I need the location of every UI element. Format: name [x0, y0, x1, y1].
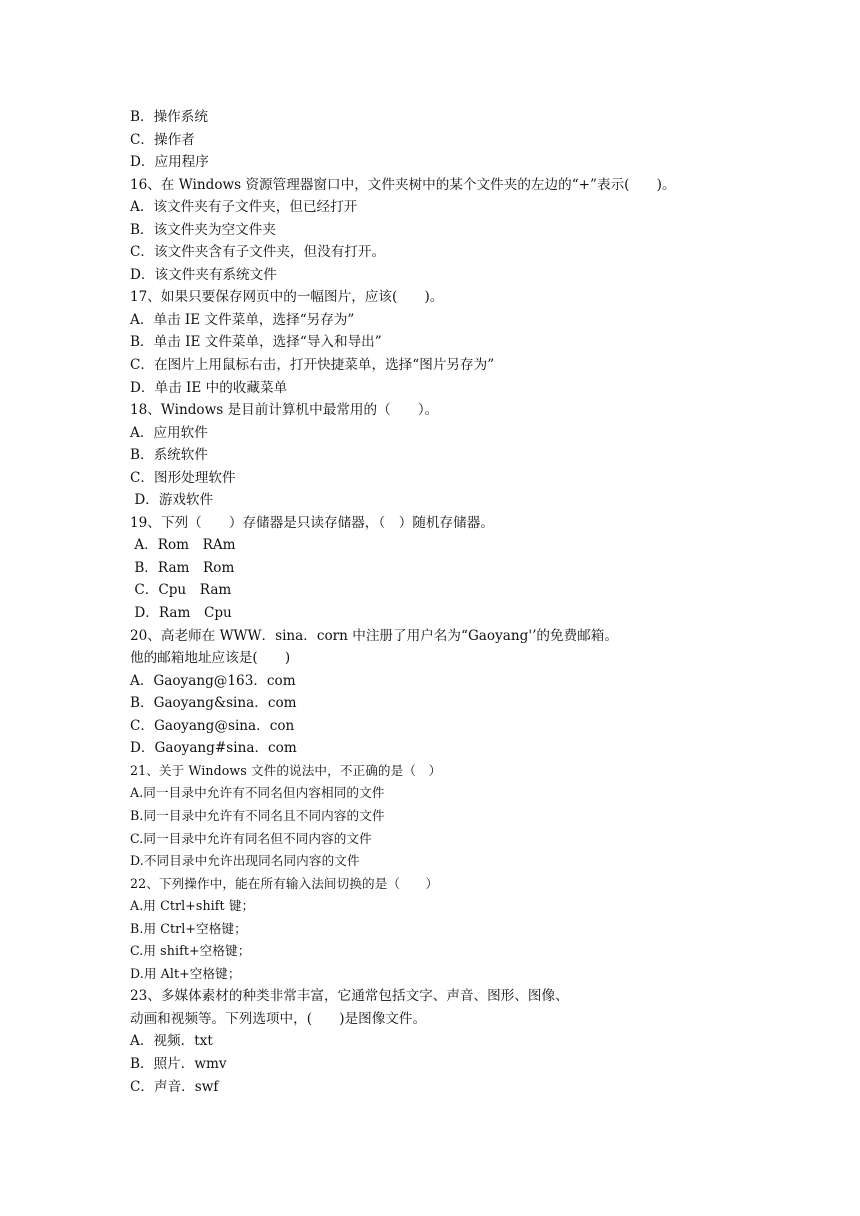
- option-line: B．系统软件: [130, 447, 208, 464]
- option-line: B.同一目录中允许有不同名且不同内容的文件: [130, 807, 385, 823]
- option-line: A．该文件夹有子文件夹，但已经打开: [130, 199, 358, 216]
- question-23-stem: 23、多媒体素材的种类非常丰富，它通常包括文字、声音、图形、图像、: [130, 988, 569, 1005]
- option-line: C.用 shift+空格键；: [130, 943, 251, 959]
- option-line: C．操作者: [130, 131, 195, 148]
- option-line: A.用 Ctrl+shift 键；: [130, 898, 255, 914]
- option-line: B．Gaoyang&sina．com: [130, 695, 297, 712]
- question-20-stem-continued: 他的邮箱地址应该是( ): [130, 650, 291, 667]
- option-line: A.同一目录中允许有不同名但内容相同的文件: [130, 785, 385, 801]
- option-line: C．Gaoyang@sina．con: [130, 717, 295, 734]
- option-line: C．声音．swf: [130, 1078, 219, 1095]
- option-line: C.同一目录中允许有同名但不同内容的文件: [130, 830, 372, 846]
- question-20-stem: 20、高老师在 WWW．sina．corn 中注册了用户名为“Gaoyang'’的免费邮箱。: [130, 627, 618, 644]
- question-17-stem: 17、如果只要保存网页中的一幅图片，应该( )。: [130, 289, 444, 306]
- option-line: D．Ram Cpu: [130, 605, 232, 622]
- question-19-stem: 19、下列（ ）存储器是只读存储器，（ ）随机存储器。: [130, 514, 494, 531]
- option-line: D．单击 IE 中的收藏菜单: [130, 379, 288, 396]
- option-line: A．视频．txt: [130, 1033, 213, 1050]
- option-line: D．Gaoyang#sina．com: [130, 740, 297, 757]
- option-line: A．应用软件: [130, 424, 208, 441]
- option-line: D.不同目录中允许出现同名同内容的文件: [130, 853, 360, 869]
- option-line: C．图形处理软件: [130, 469, 236, 486]
- option-line: A．Gaoyang@163．com: [130, 672, 296, 689]
- option-line: B.用 Ctrl+空格键；: [130, 920, 247, 936]
- option-line: B．操作系统: [130, 109, 208, 125]
- option-line: B．单击 IE 文件菜单，选择“导入和导出”: [130, 334, 382, 351]
- option-line: D．游戏软件: [130, 492, 214, 509]
- question-23-stem-continued: 动画和视频等。下列选项中，( )是图像文件。: [130, 1010, 427, 1027]
- option-line: D．应用程序: [130, 154, 209, 171]
- option-line: C．该文件夹含有子文件夹，但没有打开。: [130, 244, 386, 261]
- question-22-stem: 22、下列操作中，能在所有输入法间切换的是（ ）: [130, 875, 439, 891]
- question-16-stem: 16、在 Windows 资源管理器窗口中，文件夹树中的某个文件夹的左边的“+”表示( )。: [130, 176, 676, 193]
- option-line: A．Rom RAm: [130, 537, 236, 554]
- option-line: B．该文件夹为空文件夹: [130, 221, 276, 238]
- question-text-block: [130, 106, 770, 1098]
- option-line: C．在图片上用鼠标右击，打开快捷菜单，选择“图片另存为”: [130, 357, 495, 374]
- option-line: B．照片．wmv: [130, 1055, 227, 1072]
- question-21-stem: 21、关于 Windows 文件的说法中，不正确的是（ ）: [130, 762, 442, 778]
- option-line: D.用 Alt+空格键；: [130, 965, 241, 981]
- option-line: B．Ram Rom: [130, 559, 235, 576]
- option-line: D．该文件夹有系统文件: [130, 266, 277, 283]
- option-line: C．Cpu Ram: [130, 582, 232, 599]
- question-18-stem: 18、Windows 是目前计算机中最常用的（ ）。: [130, 402, 439, 419]
- option-line: A．单击 IE 文件菜单，选择“另存为”: [130, 311, 355, 328]
